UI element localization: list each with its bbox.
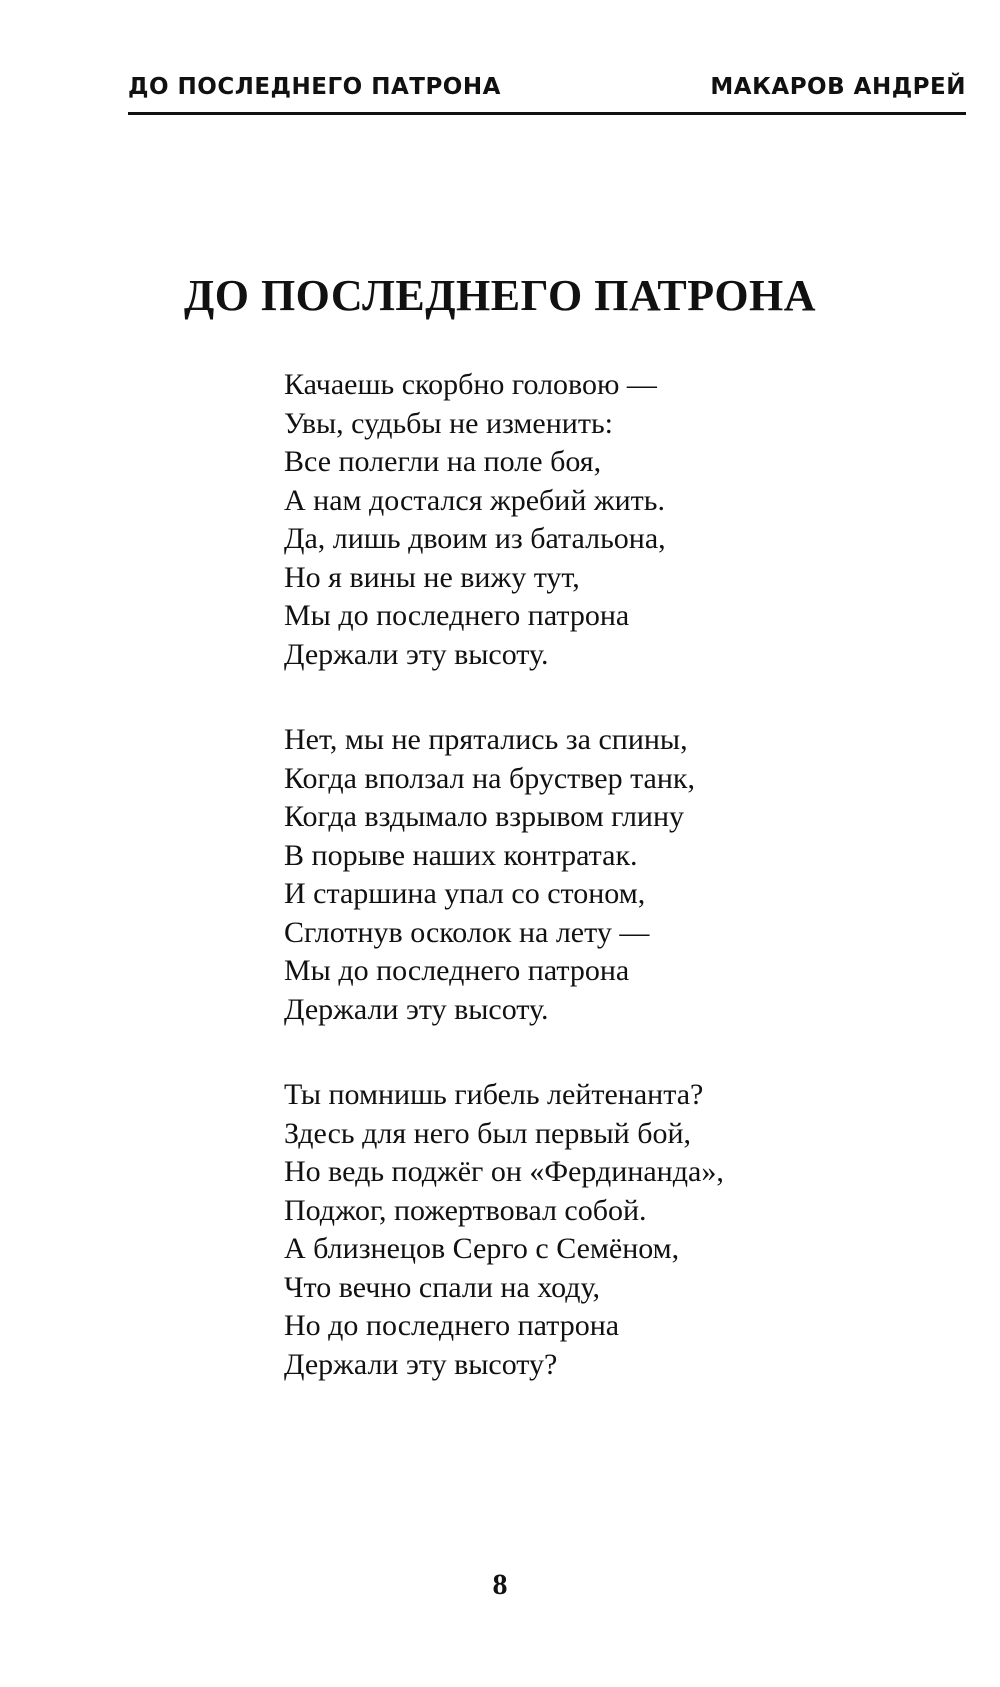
stanza-2 — [284, 721, 924, 1029]
poem-line: Поджог, пожертвовал собой. — [284, 1193, 647, 1227]
poem-line: Держали эту высоту. — [284, 992, 549, 1026]
poem-line: А близнецов Серго с Семёном, — [284, 1232, 680, 1265]
running-header-book-title: ДО ПОСЛЕДНЕГО ПАТРОНА — [128, 74, 501, 100]
page-number: 8 — [492, 1568, 508, 1601]
stanza-1 — [284, 366, 924, 674]
poem-line: Ты помнишь гибель лейтенанта? — [284, 1078, 704, 1111]
poem-body — [284, 366, 924, 1431]
poem-line: Держали эту высоту? — [284, 1347, 558, 1381]
poem-line: Нет, мы не прятались за спины, — [284, 723, 688, 756]
poem-line: А нам достался жребий жить. — [284, 483, 665, 517]
stanza-3 — [284, 1076, 924, 1384]
poem-line: Сглотнув осколок на лету — — [284, 915, 650, 949]
poem-line: Здесь для него был первый бой, — [284, 1116, 692, 1150]
poem-line: Но ведь поджёг он «Фердинанда», — [284, 1155, 724, 1188]
running-header-author: МАКАРОВ АНДРЕЙ — [710, 74, 966, 100]
poem-line: Держали эту высоту. — [284, 637, 549, 671]
poem-line: Мы до последнего патрона — [284, 954, 630, 987]
poem-line: Что вечно спали на ходу, — [284, 1270, 601, 1304]
poem-line: Все полегли на поле боя, — [284, 445, 602, 478]
poem-line: Мы до последнего патрона — [284, 599, 630, 632]
poem-line: Когда вздымало взрывом глину — [284, 800, 685, 833]
poem-line: И старшина упал со стоном, — [284, 877, 646, 910]
poem-line: Да, лишь двоим из батальона, — [284, 522, 666, 555]
poem-line: Когда вползал на бруствер танк, — [284, 761, 695, 795]
poem-line: Качаешь скорбно головою — — [284, 368, 657, 401]
poem-line: Увы, судьбы не изменить: — [284, 406, 613, 440]
poem-line: В порыве наших контратак. — [284, 838, 638, 872]
poem-line: Но до последнего патрона — [284, 1309, 620, 1342]
poem-line: Но я вины не вижу тут, — [284, 560, 580, 594]
poem-title: ДО ПОСЛЕДНЕГО ПАТРОНА — [183, 271, 817, 320]
running-header — [128, 62, 966, 115]
